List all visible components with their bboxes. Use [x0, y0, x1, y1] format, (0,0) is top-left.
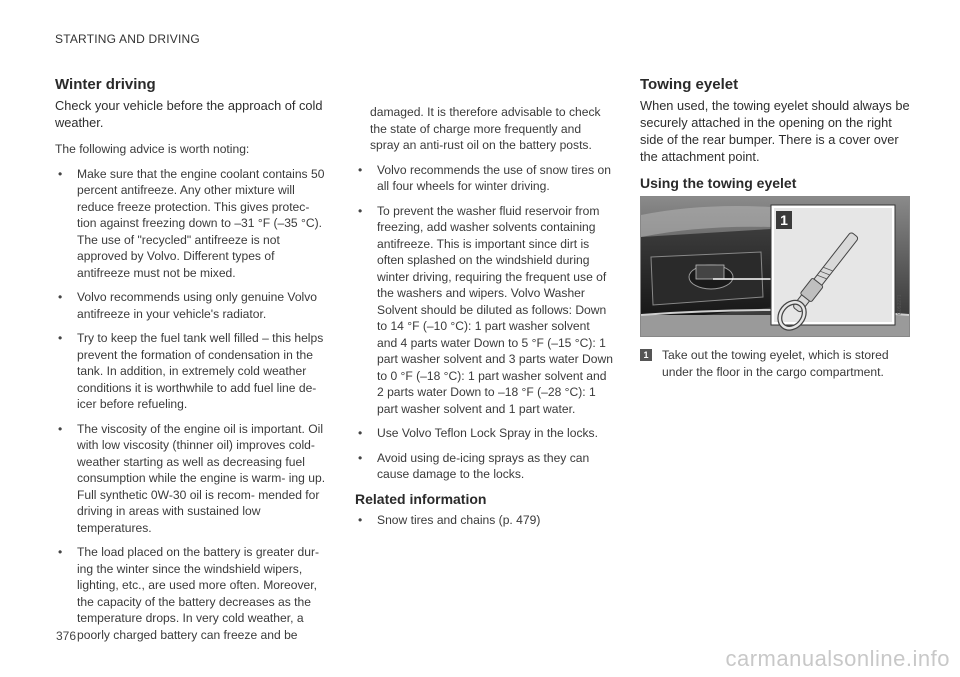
figure-image-code: G052271: [897, 294, 903, 315]
step-1: [640, 347, 912, 380]
towing-eyelet-figure: [640, 196, 910, 337]
list-item: • Avoid using de-icing sprays as they can cause damage to the locks.: [355, 450, 613, 483]
list-item: • The load placed on the battery is greater dur- ing the winter since the windshield wipers, lighting, etc., are used more often. Moreover, the capacity of the battery decreases as the temperature drops. In very cold weather, a poorly charged battery can freeze and be: [55, 544, 327, 643]
winter-driving-column-2: [355, 104, 613, 536]
using-towing-eyelet-subtitle: Using the towing eyelet: [640, 175, 797, 191]
winter-driving-column-1: [55, 76, 327, 651]
list-item: • Make sure that the engine coolant contains 50 percent antifreeze. Any other mixture will reduce freeze protection. This gives protec- tion against freezing down to –31 °F (–35 °C). The use of "recycled" antifreeze is not approved by Volvo. Different types of antifreeze must not be mixed.: [55, 166, 327, 282]
related-link-snow-tires[interactable]: • Snow tires and chains (p. 479): [355, 512, 613, 529]
towing-eyelet-column: [640, 76, 912, 380]
list-item: • To prevent the washer fluid reservoir from freezing, add washer solvents containing antifreeze. This is important since dirt is often splashed on the windshield during winter driving, requiring the frequent use of the washers and wipers. Volvo Washer Solvent should be diluted as follows: Down to 14 °F (–10 °C): 1 part washer solvent and 4 parts water Down to 5 °F (–15 °C): 1 part washer solvent and 3 parts water Down to 0 °F (–18 °C): 1 part washer solvent and 2 parts water Down to –18 °F (–28 °C): 1 part washer solvent and 1 part water.: [355, 203, 613, 418]
winter-driving-lead: Check your vehicle before the approach of cold weather.: [55, 98, 323, 130]
watermark: carmanualsonline.info: [725, 646, 950, 671]
list-item: • Use Volvo Teflon Lock Spray in the locks.: [355, 425, 613, 442]
winter-advice-list: [55, 166, 327, 644]
related-information-title: Related information: [355, 490, 487, 507]
list-item: • Volvo recommends the use of snow tires on all four wheels for winter driving.: [355, 162, 613, 195]
winter-advice-list-continued: [355, 162, 613, 483]
step-text: Take out the towing eyelet, which is stored under the floor in the cargo compartment.: [662, 348, 889, 379]
list-item: • The viscosity of the engine oil is important. Oil with low viscosity (thinner oil) improves cold-weather starting as well as decreasing fuel consumption while the engine is warm- ing up. Full synthetic 0W-30 oil is recom- mended for driving in areas with sustained low temperatures.: [55, 421, 327, 537]
towing-eyelet-title: Towing eyelet: [640, 76, 739, 93]
list-item: • Try to keep the fuel tank well filled – this helps prevent the formation of condensation in the tank. In addition, in extremely cold weather conditions it is worthwhile to add fuel line de-icer before refueling.: [55, 330, 327, 413]
related-information: [355, 491, 613, 529]
winter-driving-title: Winter driving: [55, 76, 156, 93]
list-item: • Volvo recommends using only genuine Volvo antifreeze in your vehicle's radiator.: [55, 289, 327, 322]
figure-callout-number: 1: [780, 212, 788, 228]
cargo-compartment-illustration: [641, 197, 909, 336]
running-head: STARTING AND DRIVING: [55, 32, 200, 46]
related-information-list: [355, 512, 613, 529]
winter-driving-intro: The following advice is worth noting:: [55, 142, 250, 156]
towing-eyelet-lead: When used, the towing eyelet should always be securely attached in the opening on the right side of the rear bumper. There is a cover over the attachment point.: [640, 98, 910, 164]
page-number: 376: [56, 629, 77, 643]
step-number-badge: 1: [640, 349, 652, 361]
battery-continuation: damaged. It is therefore advisable to check the state of charge more frequently and spray an anti-rust oil on the battery posts.: [370, 105, 601, 152]
